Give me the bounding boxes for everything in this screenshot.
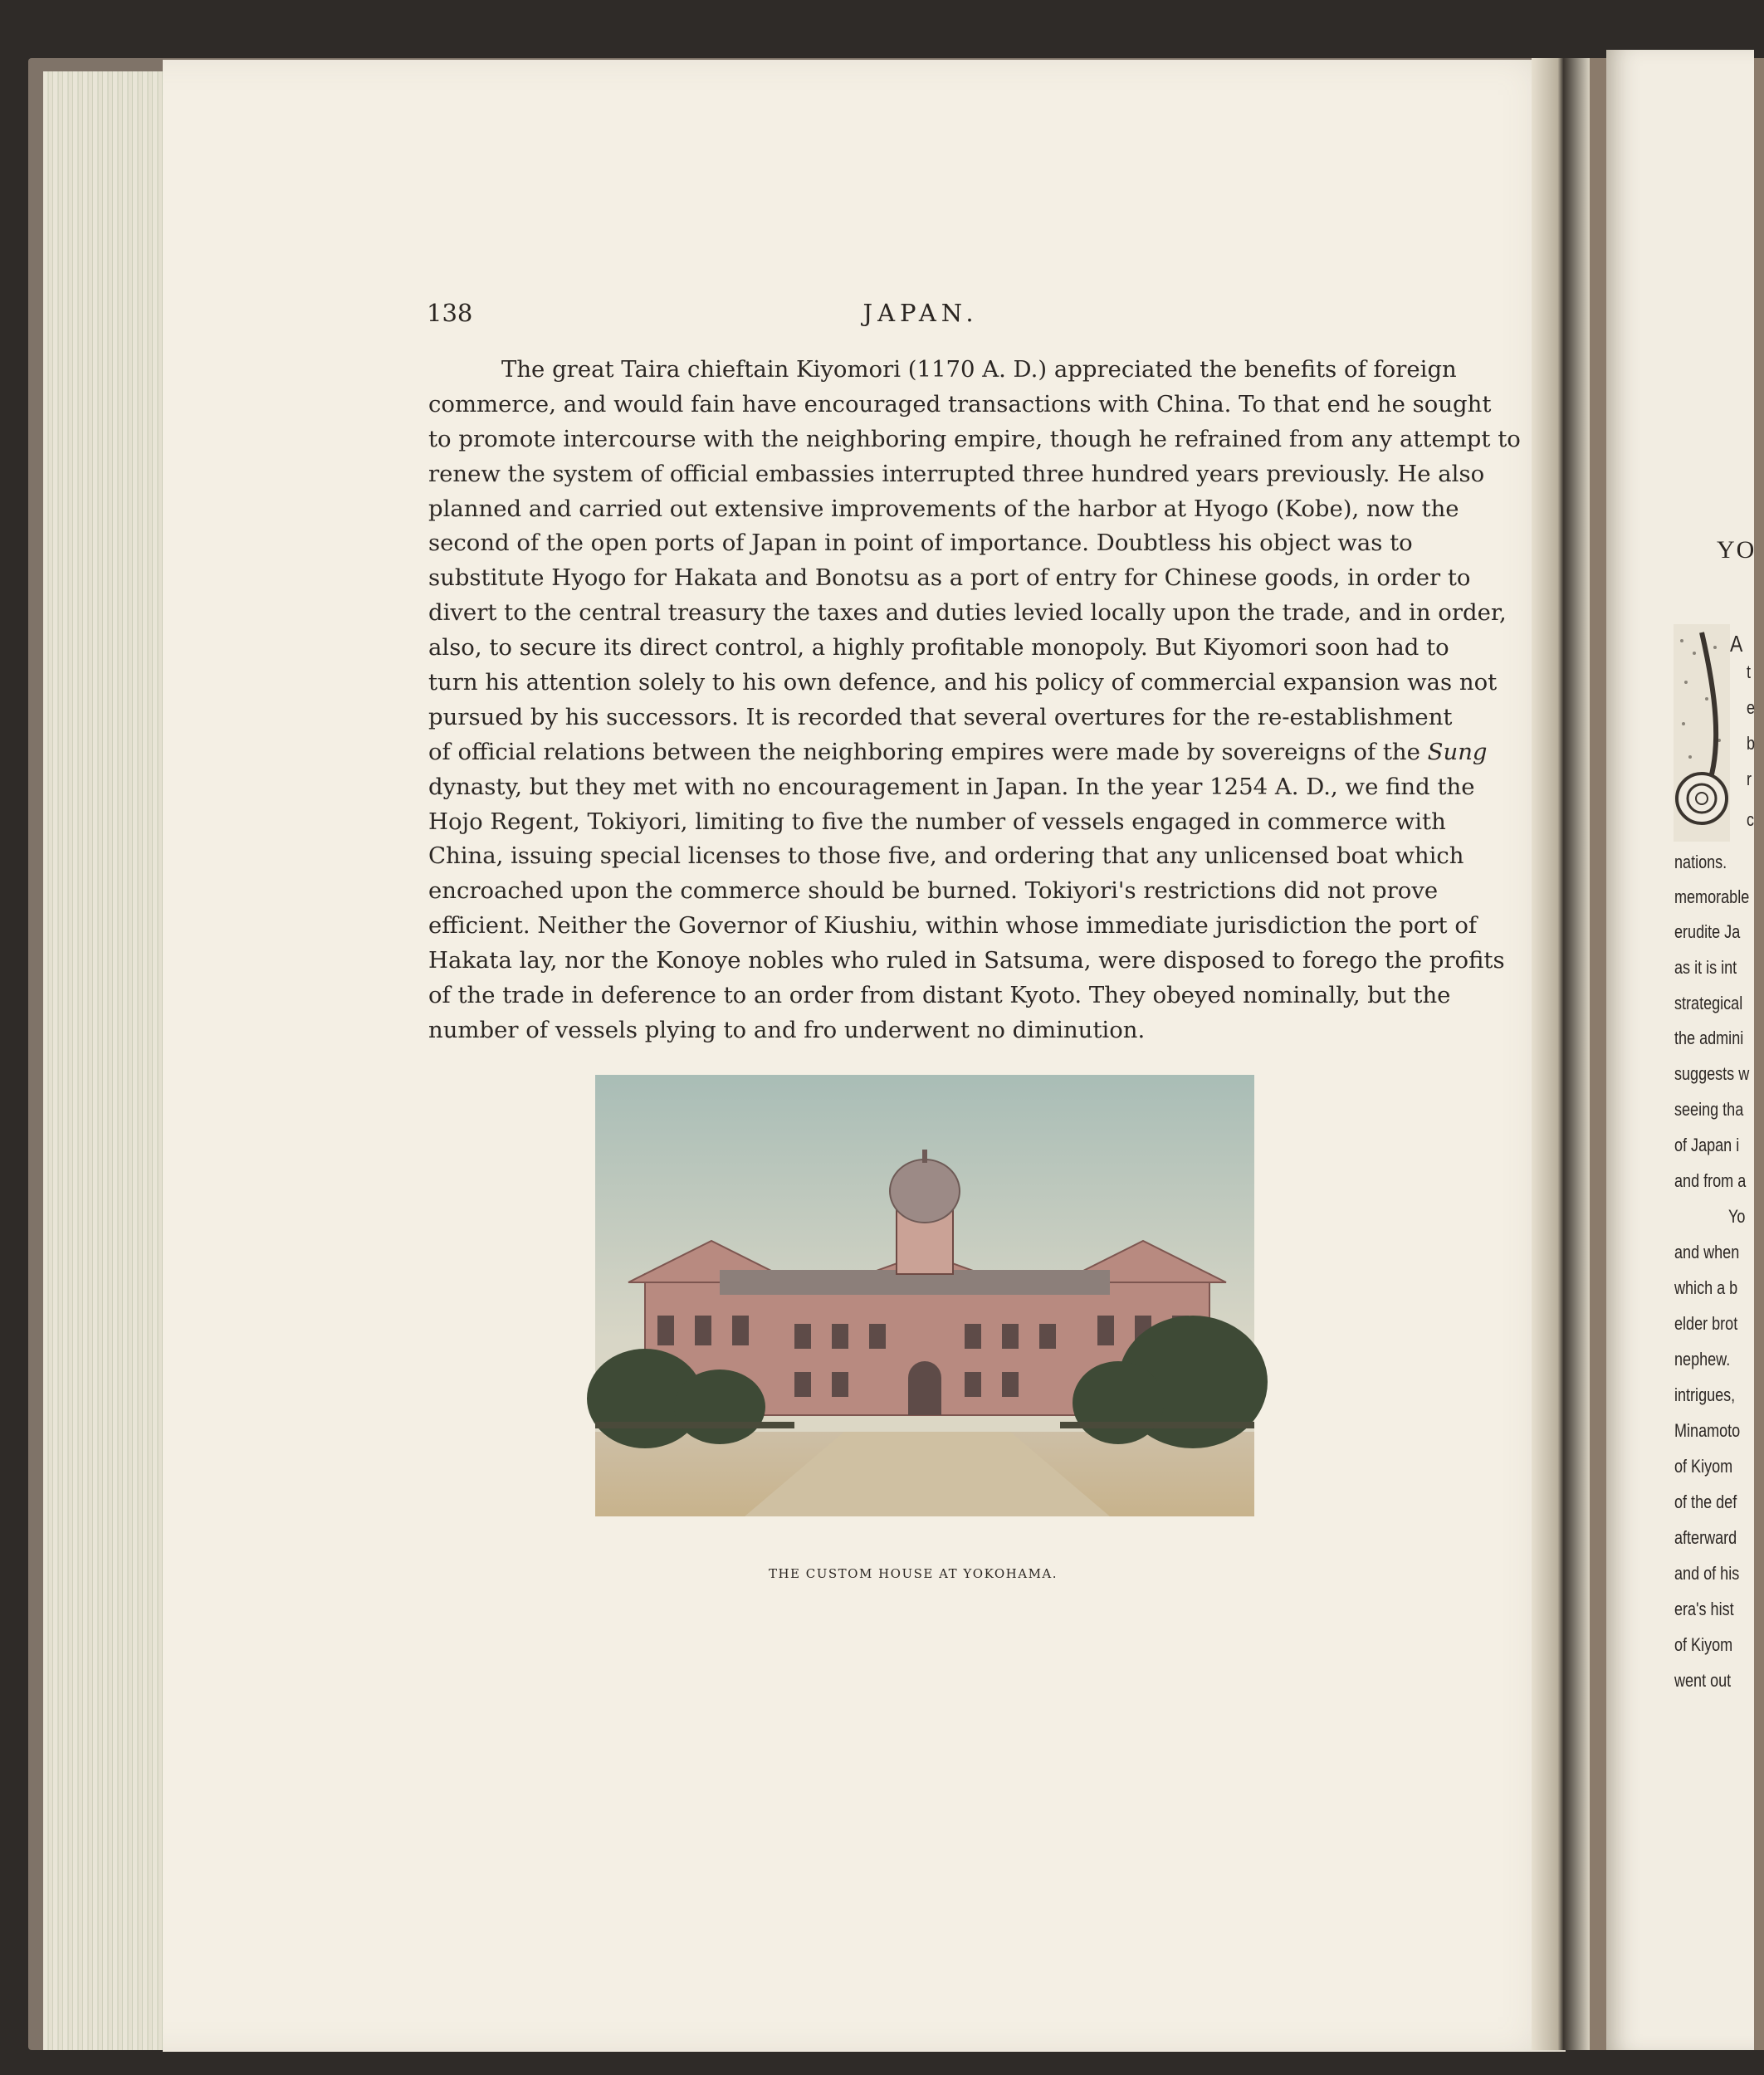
- right-text-line: and when: [1674, 1242, 1740, 1262]
- right-text-line: the admini: [1674, 1028, 1744, 1048]
- body-paragraph: [428, 353, 1521, 1048]
- right-text-line: era's hist: [1674, 1599, 1734, 1619]
- text-line: China, issuing special licenses to those five, and ordering that any unlicensed boat which: [428, 842, 1464, 870]
- text-line: divert to the central treasury the taxes and duties levied locally upon the trade, and in order,: [428, 599, 1507, 627]
- right-text-line: as it is int: [1674, 957, 1737, 978]
- right-text-line: and of his: [1674, 1563, 1740, 1584]
- right-text-line: memorable: [1674, 886, 1750, 907]
- right-text-line: A: [1730, 631, 1743, 657]
- snail-ornament-icon: [1674, 624, 1730, 842]
- text-line: to promote intercourse with the neighboring empire, though he refrained from any attempt to: [428, 425, 1521, 452]
- plate-caption: THE CUSTOM HOUSE AT YOKOHAMA.: [768, 1566, 1058, 1581]
- text-line: Hojo Regent, Tokiyori, limiting to five the number of vessels engaged in commerce with: [428, 808, 1446, 835]
- text-line: number of vessels plying to and fro underwent no diminution.: [428, 1016, 1146, 1043]
- right-text-line: of Japan i: [1674, 1135, 1740, 1155]
- italic-word: Sung: [1427, 738, 1488, 765]
- right-text-line: r: [1747, 769, 1752, 789]
- text-line: also, to secure its direct control, a highly profitable monopoly. But Kiyomori soon had to: [428, 634, 1449, 662]
- right-text-line: b: [1747, 733, 1756, 754]
- right-text-line: and from a: [1674, 1170, 1747, 1191]
- text-line: substitute Hyogo for Hakata and Bonotsu as a port of entry for Chinese goods, in order to: [428, 564, 1471, 592]
- right-text-line: of Kiyom: [1674, 1634, 1733, 1655]
- right-text-line: strategical: [1674, 993, 1743, 1013]
- text-line: pursued by his successors. It is recorded that several overtures for the re-establishment: [428, 703, 1453, 730]
- text-line: planned and carried out extensive improvements of the harbor at Hyogo (Kobe), now the: [428, 495, 1459, 522]
- right-text-line: t: [1747, 662, 1752, 682]
- text-line: dynasty, but they met with no encouragement in Japan. In the year 1254 A. D., we find the: [428, 773, 1475, 800]
- right-text-line: erudite Ja: [1674, 921, 1741, 942]
- right-text-line: intrigues,: [1674, 1384, 1736, 1405]
- right-text-line: elder brot: [1674, 1313, 1738, 1334]
- text-line: renew the system of official embassies interrupted three hundred years previously. He also: [428, 460, 1485, 487]
- right-text-line: e: [1747, 697, 1756, 718]
- right-page-heading: YO: [1717, 536, 1757, 564]
- text-line: efficient. Neither the Governor of Kiushiu, within whose immediate jurisdiction the port of: [428, 912, 1478, 940]
- right-page: [1606, 50, 1757, 2050]
- right-text-line: seeing tha: [1674, 1099, 1744, 1120]
- right-text-line: c: [1747, 809, 1755, 830]
- right-text-line: which a b: [1674, 1277, 1738, 1298]
- running-head: [427, 299, 1398, 332]
- running-title: JAPAN.: [862, 299, 979, 327]
- custom-house-illustration: [595, 1075, 1254, 1516]
- text-line: The great Taira chieftain Kiyomori (1170 A. D.) appreciated the benefits of foreign: [501, 356, 1457, 383]
- right-text-line: of the def: [1674, 1492, 1737, 1512]
- right-text-line: Yo: [1728, 1206, 1746, 1227]
- right-text-line: Minamoto: [1674, 1420, 1741, 1441]
- right-text-line: afterward: [1674, 1527, 1737, 1548]
- page-edges: [43, 71, 176, 2050]
- right-text-line: nations.: [1674, 852, 1727, 872]
- text-line: commerce, and would fain have encouraged transactions with China. To that end he sought: [428, 390, 1492, 417]
- text-line: of the trade in deference to an order from distant Kyoto. They obeyed nominally, but the: [428, 982, 1451, 1009]
- text-line: second of the open ports of Japan in point of importance. Doubtless his object was to: [428, 530, 1413, 557]
- book-gutter: [1532, 58, 1590, 2050]
- text-line: turn his attention solely to his own defence, and his policy of commercial expansion was not: [428, 669, 1498, 696]
- right-text-line: nephew.: [1674, 1349, 1731, 1370]
- right-text-line: of Kiyom: [1674, 1456, 1733, 1477]
- page-number: 138: [427, 299, 473, 327]
- text-line: encroached upon the commerce should be burned. Tokiyori's restrictions did not prove: [428, 877, 1439, 905]
- text-line: of official relations between the neighboring empires were made by sovereigns of the Sung: [428, 738, 1488, 765]
- right-text-line: suggests w: [1674, 1063, 1750, 1084]
- text-line: Hakata lay, nor the Konoye nobles who ruled in Satsuma, were disposed to forego the profits: [428, 947, 1505, 974]
- plate-photograph: [595, 1075, 1254, 1516]
- right-text-line: went out: [1674, 1670, 1732, 1691]
